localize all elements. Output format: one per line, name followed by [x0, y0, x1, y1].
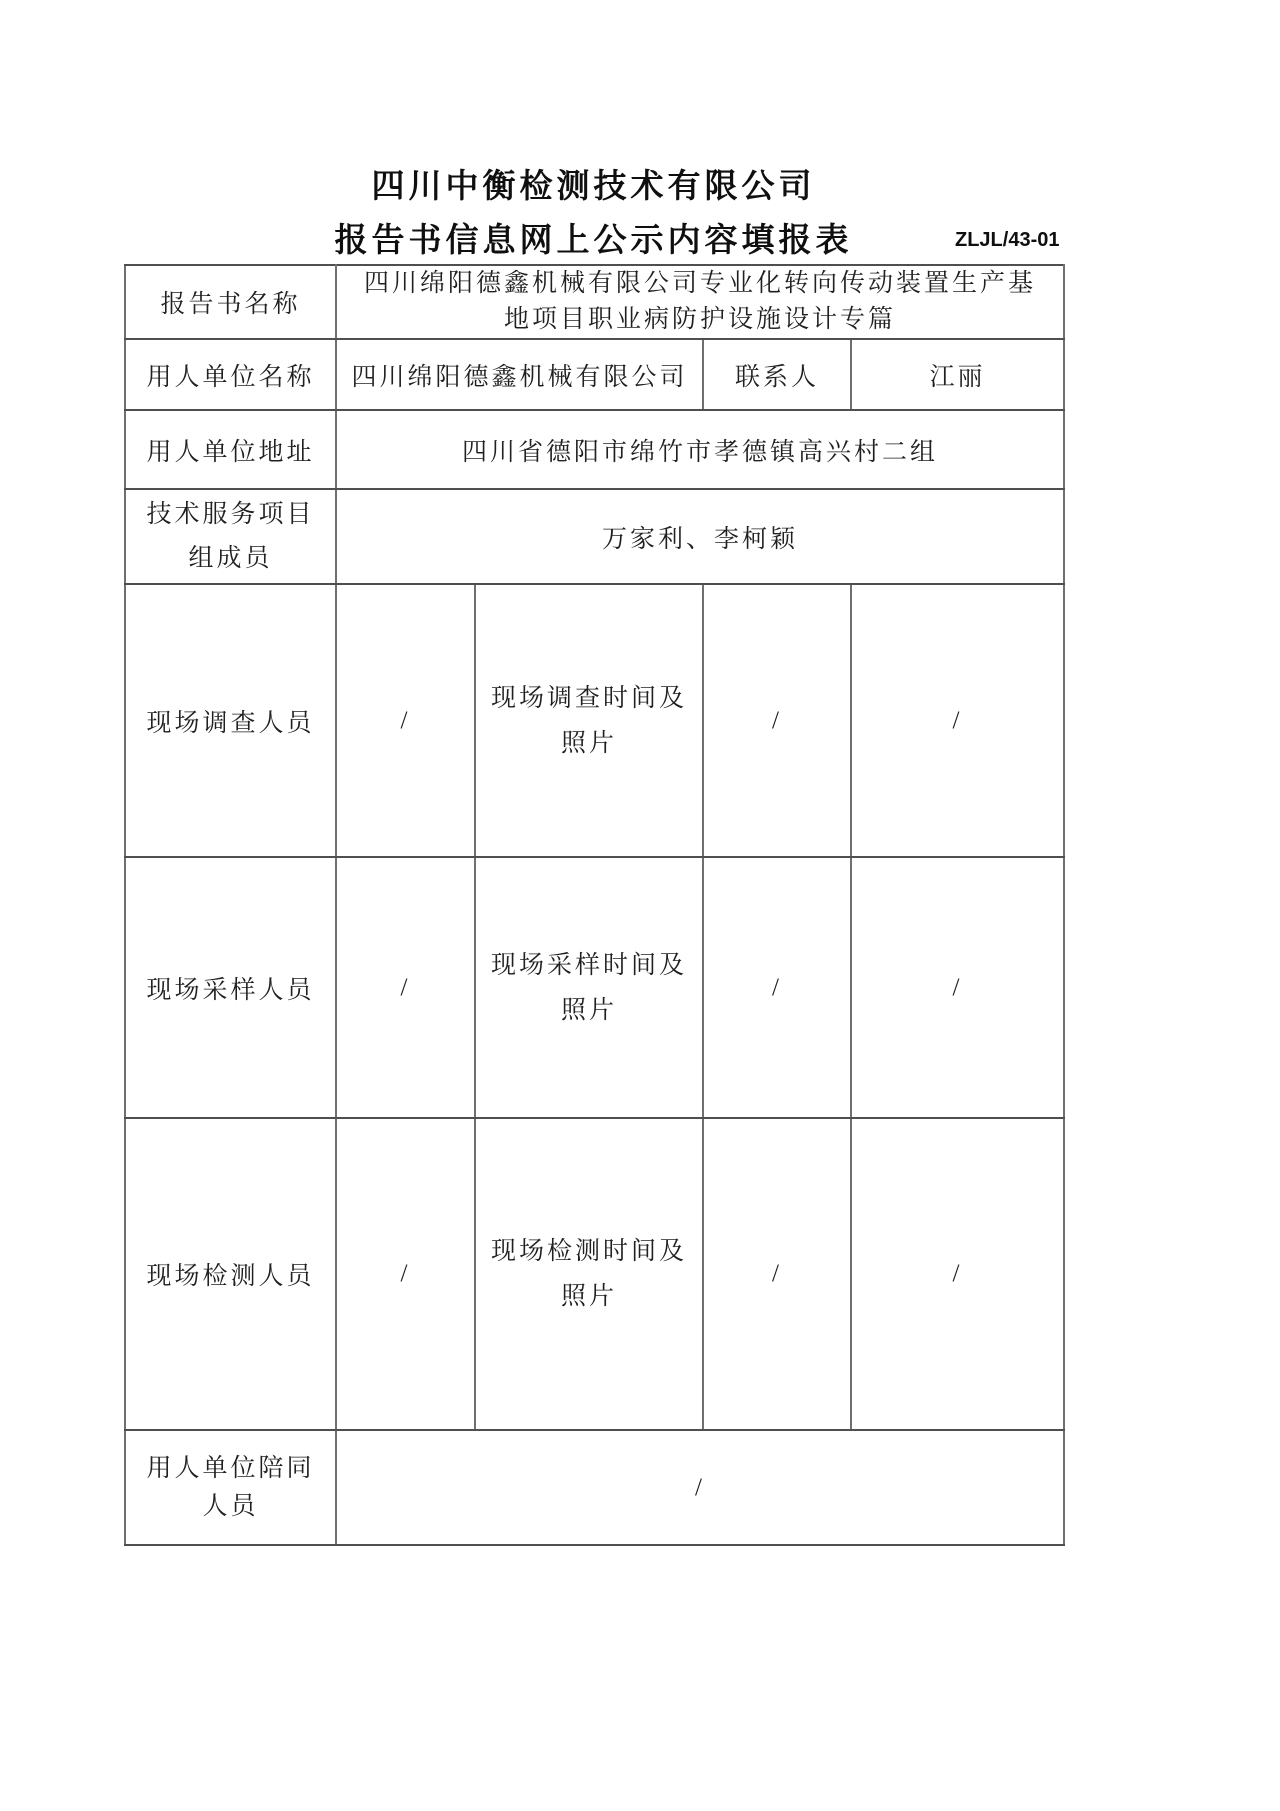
site-survey-photo-value: / — [851, 584, 1064, 857]
form-title: 报告书信息网上公示内容填报表 — [334, 221, 853, 258]
service-team-value: 万家利、李柯颖 — [336, 489, 1064, 584]
site-testing-personnel: / — [336, 1118, 475, 1430]
accompanying-value: / — [336, 1430, 1064, 1545]
site-sampling-time-label-line2: 照片 — [560, 996, 617, 1024]
site-testing-time-label-line2: 照片 — [560, 1283, 617, 1310]
accompanying-label — [125, 1430, 336, 1545]
service-team-label-line2: 组成员 — [188, 544, 273, 572]
form-table — [124, 264, 1065, 1546]
form-code: ZLJL/43-01 — [955, 229, 1060, 251]
company-title: 四川中衡检测技术有限公司 — [371, 167, 816, 204]
accompanying-label-line1: 用人单位陪同 — [146, 1454, 315, 1482]
row-employer-name — [125, 339, 1064, 410]
row-service-team — [125, 489, 1064, 584]
site-sampling-time-value: / — [703, 857, 851, 1118]
employer-name-label: 用人单位名称 — [125, 339, 336, 410]
row-report-name — [125, 265, 1064, 339]
site-survey-time-value: / — [703, 584, 851, 857]
site-testing-time-label — [475, 1118, 703, 1430]
report-name-value-line2: 地项目职业病防护设施设计专篇 — [504, 306, 897, 333]
site-survey-time-label-line1: 现场调查时间及 — [490, 684, 687, 712]
row-accompanying — [125, 1430, 1064, 1545]
report-name-label: 报告书名称 — [125, 265, 336, 339]
site-sampling-label: 现场采样人员 — [125, 857, 336, 1118]
contact-label: 联系人 — [703, 339, 851, 410]
site-testing-time-label-line1: 现场检测时间及 — [490, 1238, 687, 1265]
site-sampling-time-label-line1: 现场采样时间及 — [490, 951, 687, 979]
employer-address-value: 四川省德阳市绵竹市孝德镇高兴村二组 — [336, 410, 1064, 489]
site-sampling-photo-value: / — [851, 857, 1064, 1118]
site-testing-photo-value: / — [851, 1118, 1064, 1430]
report-name-value-line1: 四川绵阳德鑫机械有限公司专业化转向传动装置生产基 — [364, 270, 1037, 297]
site-sampling-time-label — [475, 857, 703, 1118]
report-name-value — [336, 265, 1064, 339]
service-team-label — [125, 489, 336, 584]
site-survey-time-label — [475, 584, 703, 857]
row-site-survey — [125, 584, 1064, 857]
employer-name-value: 四川绵阳德鑫机械有限公司 — [336, 339, 703, 410]
site-survey-time-label-line2: 照片 — [560, 729, 617, 757]
employer-address-label: 用人单位地址 — [125, 410, 336, 489]
accompanying-label-line2: 人员 — [202, 1492, 259, 1520]
site-testing-label: 现场检测人员 — [125, 1118, 336, 1430]
row-employer-address — [125, 410, 1064, 489]
row-site-sampling — [125, 857, 1064, 1118]
row-site-testing — [125, 1118, 1064, 1430]
contact-value: 江丽 — [851, 339, 1064, 410]
site-testing-time-value: / — [703, 1118, 851, 1430]
site-survey-personnel: / — [336, 584, 475, 857]
site-survey-label: 现场调查人员 — [125, 584, 336, 857]
site-sampling-personnel: / — [336, 857, 475, 1118]
service-team-label-line1: 技术服务项目 — [146, 500, 315, 528]
